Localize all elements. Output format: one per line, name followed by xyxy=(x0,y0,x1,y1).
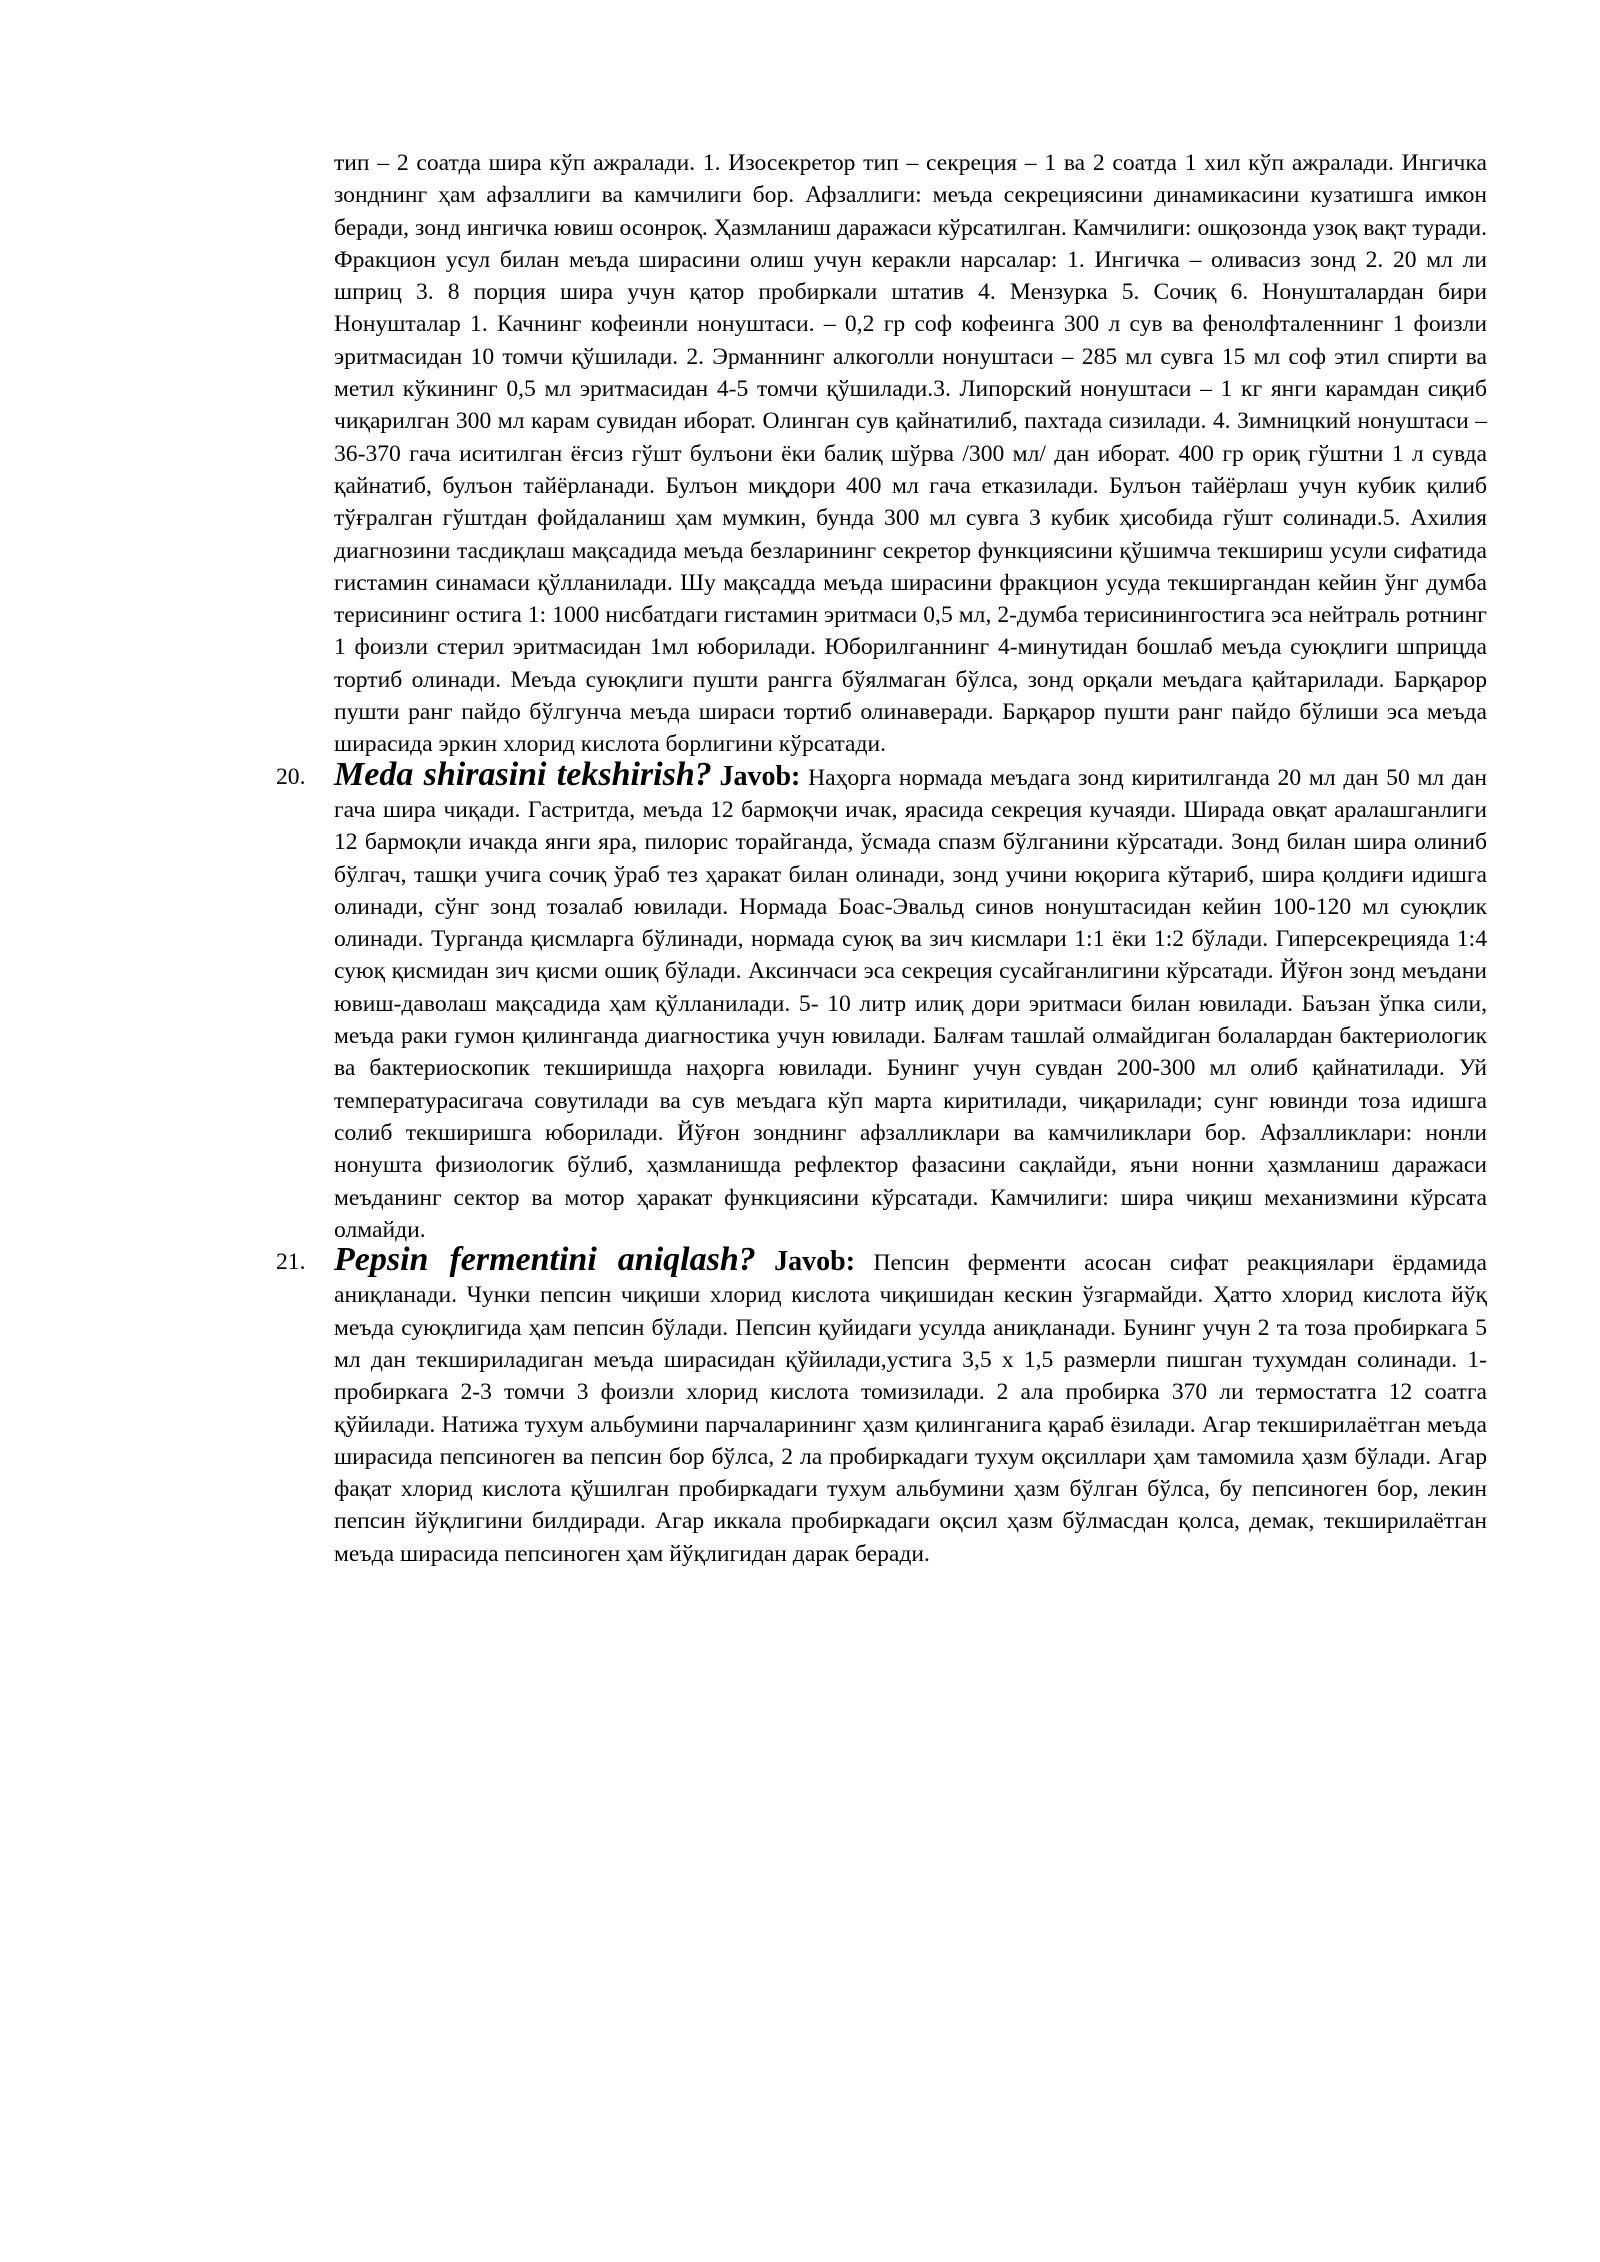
list-item-21 xyxy=(276,1241,1487,1570)
answer-text: Пепсин ферменти асосан сифат реакциялари ёрдамида аниқланади. Чунки пепсин чиқиши хлорид кислота чиқишидан кескин ўзгармайди. Ҳатто хлорид кислота йўқ меъда суюқлигида ҳам пепсин бўлади. Пепсин қуйидаги усулда аниқланади. Бунинг учун 2 та тоза пробиркага 5 мл дан текшириладиган меъда ширасидан қўйилади,устига 3,5 х 1,5 размерли пишган тухумдан солинади. 1-пробиркага 2-3 томчи 3 фоизли хлорид кислота томизилади. 2 ала пробирка 370 ли термостатга 12 соатга қўйилади. Натижа тухум альбумини парчаларининг ҳазм қилинганига қараб ёзилади. Агар текширилаётган меъда ширасида пепсиноген ва пепсин бор бўлса, 2 ла пробиркадаги тухум оқсиллари ҳам тамомила ҳазм бўлади. Агар фақат хлорид кислота қўшилган пробиркадаги тухум альбумини ҳазм бўлган бўлса, бу пепсиноген бор, лекин пепсин йўқлигини билдиради. Агар иккала пробиркадаги оқсил ҳазм бўлмасдан қолса, демак, текширилаётган меъда ширасида пепсиноген ҳам йўқлигидан дарак беради. xyxy=(334,1250,1487,1567)
item-number: 20. xyxy=(276,763,306,790)
intro-paragraph: тип – 2 соатда шира кўп ажралади. 1. Изосекретор тип – секреция – 1 ва 2 соатда 1 хил кўп ажралади. Ингичка зонднинг ҳам афзаллиги ва камчилиги бор. Афзаллиги: меъда секрециясини динамикасини кузатишга имкон беради, зонд ингичка ювиш осонроқ. Ҳазмланиш даражаси кўрсатилган. Камчилиги: ошқозонда узоқ вақт туради. Фракцион усул билан меъда ширасини олиш учун керакли нарсалар: 1. Ингичка – оливасиз зонд 2. 20 мл ли шприц 3. 8 порция шира учун қатор пробиркали штатив 4. Мензурка 5. Сочиқ 6. Нонушталардан бири Нонушталар 1. Качнинг кофеинли нонуштаси. – 0,2 гр соф кофеинга 300 л сув ва фенолфталеннинг 1 фоизли эритмасидан 10 томчи қўшилади. 2. Эрманнинг алкоголли нонуштаси – 285 мл сувга 15 мл соф этил спирти ва метил кўкининг 0,5 мл эритмасидан 4-5 томчи қўшилади.3. Липорский нонуштаси – 1 кг янги карамдан сиқиб чиқарилган 300 мл карам сувидан иборат. Олинган сув қайнатилиб, пахтада сизилади. 4. Зимницкий нонуштаси – 36-370 гача иситилган ёғсиз гўшт булъони ёки балиқ шўрва /300 мл/ дан иборат. 400 гр ориқ гўштни 1 л сувда қайнатиб, булъон тайёрланади. Булъон миқдори 400 мл гача етказилади. Булъон тайёрлаш учун кубик қилиб тўғралган гўштдан фойдаланиш ҳам мумкин, бунда 300 мл сувга 3 кубик ҳисобида гўшт солинади.5. Ахилия диагнозини тасдиқлаш мақсадида меъда безларининг секретор функциясини қўшимча текшириш усули сифатида гистамин синамаси қўлланилади. Шу мақсадда меъда ширасини фракцион усуда текширгандан кейин ўнг думба терисининг остига 1: 1000 нисбатдаги гистамин эритмаси 0,5 мл, 2-думба терисинингостига эса нейтраль ротнинг 1 фоизли стерил эритмасидан 1мл юборилади. Юборилганнинг 4-минутидан бошлаб меъда суюқлиги шприцда тортиб олинади. Меъда суюқлиги пушти рангга бўялмаган бўлса, зонд орқали меъдага қайтарилади. Барқарор пушти ранг пайдо бўлгунча меъда шираси тортиб олинаверади. Барқарор пушти ранг пайдо бўлиши эса меъда ширасида эркин хлорид кислота борлигини кўрсатади. xyxy=(334,150,1487,758)
answer-text: Наҳорга нормада меъдага зонд киритилганда 20 мл дан 50 мл дан гача шира чиқади. Гастритда, меъда 12 бармоқчи ичак, ярасида секреция кучаяди. Ширада овқат аралашганлиги 12 бармоқли ичакда янги яра, пилорис торайганда, ўсмада спазм бўлганини кўрсатади. Зонд билан шира олиниб бўлгач, ташқи учига сочиқ ўраб тез ҳаракат билан олинади, зонд учини юқорига кўтариб, шира қолдиғи идишга олинади, сўнг зонд тозалаб ювилади. Нормада Боас-Эвальд синов нонуштасидан кейин 100-120 мл суюқлик олинади. Турганда қисмларга бўлинади, нормада суюқ ва зич кисмлари 1:1 ёки 1:2 бўлади. Гиперсекрецияда 1:4 суюқ қисмидан зич қисми ошиқ бўлади. Аксинчаси эса секреция сусайганлигини кўрсатади. Йўғон зонд меъдани ювиш-даволаш мақсадида ҳам қўлланилади. 5- 10 литр илиқ дори эритмаси билан ювилади. Баъзан ўпка сили, меъда раки гумон қилинганда диагностика учун ювилади. Балғам ташлай олмайдиган болалардан бактериологик ва бактериоскопик текширишда наҳорга ювилади. Бунинг учун сувдан 200-300 мл олиб қайнатилади. Уй температурасигача совутилади ва сув меъдага кўп марта киритилади, чиқарилади; сунг ювинди тоза идишга солиб текширишга юборилади. Йўғон зонднинг афзалликлари ва камчиликлари бор. Афзалликлари: нонли нонушта физиологик бўлиб, ҳазмланишда рефлектор фазасини сақлайди, яъни нонни ҳазмланиш даражаси меъданинг сектор ва мотор ҳаракат функциясини кўрсатади. Камчилиги: шира чиқиш механизмини кўрсата олмайди. xyxy=(334,764,1487,1243)
question-title: Pepsin fermentini aniqlash? xyxy=(334,1241,756,1279)
answer-label: Javob: xyxy=(774,1246,856,1278)
document-body xyxy=(276,147,1487,1570)
item-paragraph xyxy=(334,1241,1487,1570)
answer-label: Javob: xyxy=(719,760,801,792)
list-item-20 xyxy=(276,755,1487,1246)
item-paragraph xyxy=(334,755,1487,1246)
question-title: Meda shirasini tekshirish? xyxy=(334,755,712,793)
item-number: 21. xyxy=(276,1249,306,1276)
